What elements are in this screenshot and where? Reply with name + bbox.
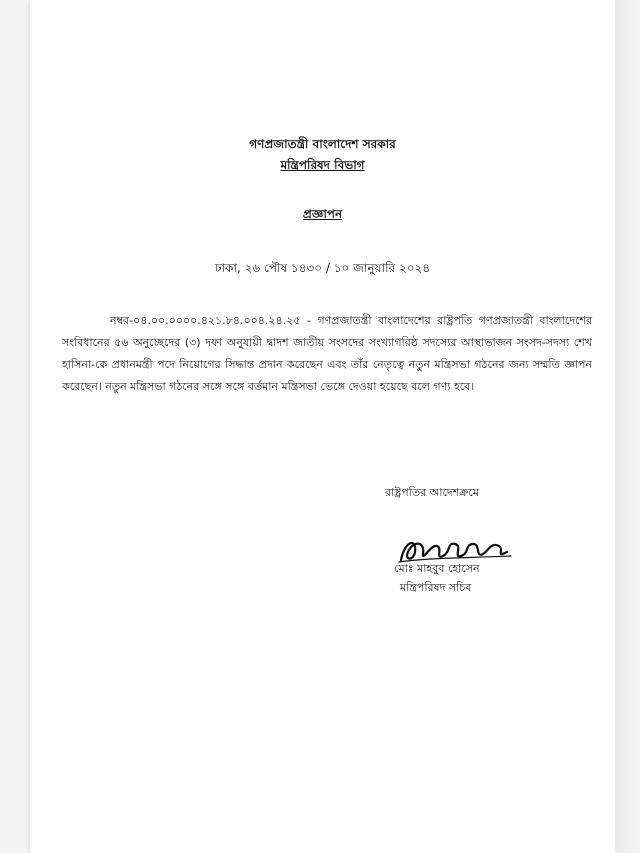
document-page <box>30 0 615 853</box>
background-edge <box>615 0 640 853</box>
notice-body: নম্বর-০৪.০০.০০০০.৪২১.৮৪.০০৪.২৪.২৫ - গণপ্রজাতন্ত্রী বাংলাদেশের রাষ্ট্রপতি গণপ্রজাতন্ত্রী বাংলাদেশের সংবিধানের ৫৬ অনুচ্ছেদের (৩) দফা অনুযায়ী দ্বাদশ জাতীয় সংসদের সংখ্যাগরিষ্ঠ সদস্যের আস্থাভাজন সংসদ-সদস্য শেখ হাসিনা-কে প্রধানমন্ত্রী পদে নিয়োগের সিদ্ধান্ত প্রদান করেছেন এবং তাঁর নেতৃত্বে নতুন মন্ত্রিসভা গঠনের জন্য সম্মতি জ্ঞাপন করেছেন। নতুন মন্ত্রিসভা গঠনের সঙ্গে সঙ্গে বর্তমান মন্ত্রিসভা ভেঙ্গে দেওয়া হয়েছে বলে গণ্য হবে। <box>62 314 592 393</box>
signer-title: মন্ত্রিপরিষদ সচিব <box>400 581 472 594</box>
order-line: রাষ্ট্রপতির আদেশক্রমে <box>385 486 479 499</box>
signer-name: মোঃ মাহবুব হোসেন <box>394 562 480 575</box>
date-line: ঢাকা, ২৬ পৌষ ১৪৩০ / ১০ জানুয়ারি ২০২৪ <box>214 261 431 275</box>
notice-title: প্রজ্ঞাপন <box>302 207 343 221</box>
division-heading: মন্ত্রিপরিষদ বিভাগ <box>280 158 365 172</box>
government-heading: গণপ্রজাতন্ত্রী বাংলাদেশ সরকার <box>249 137 396 151</box>
